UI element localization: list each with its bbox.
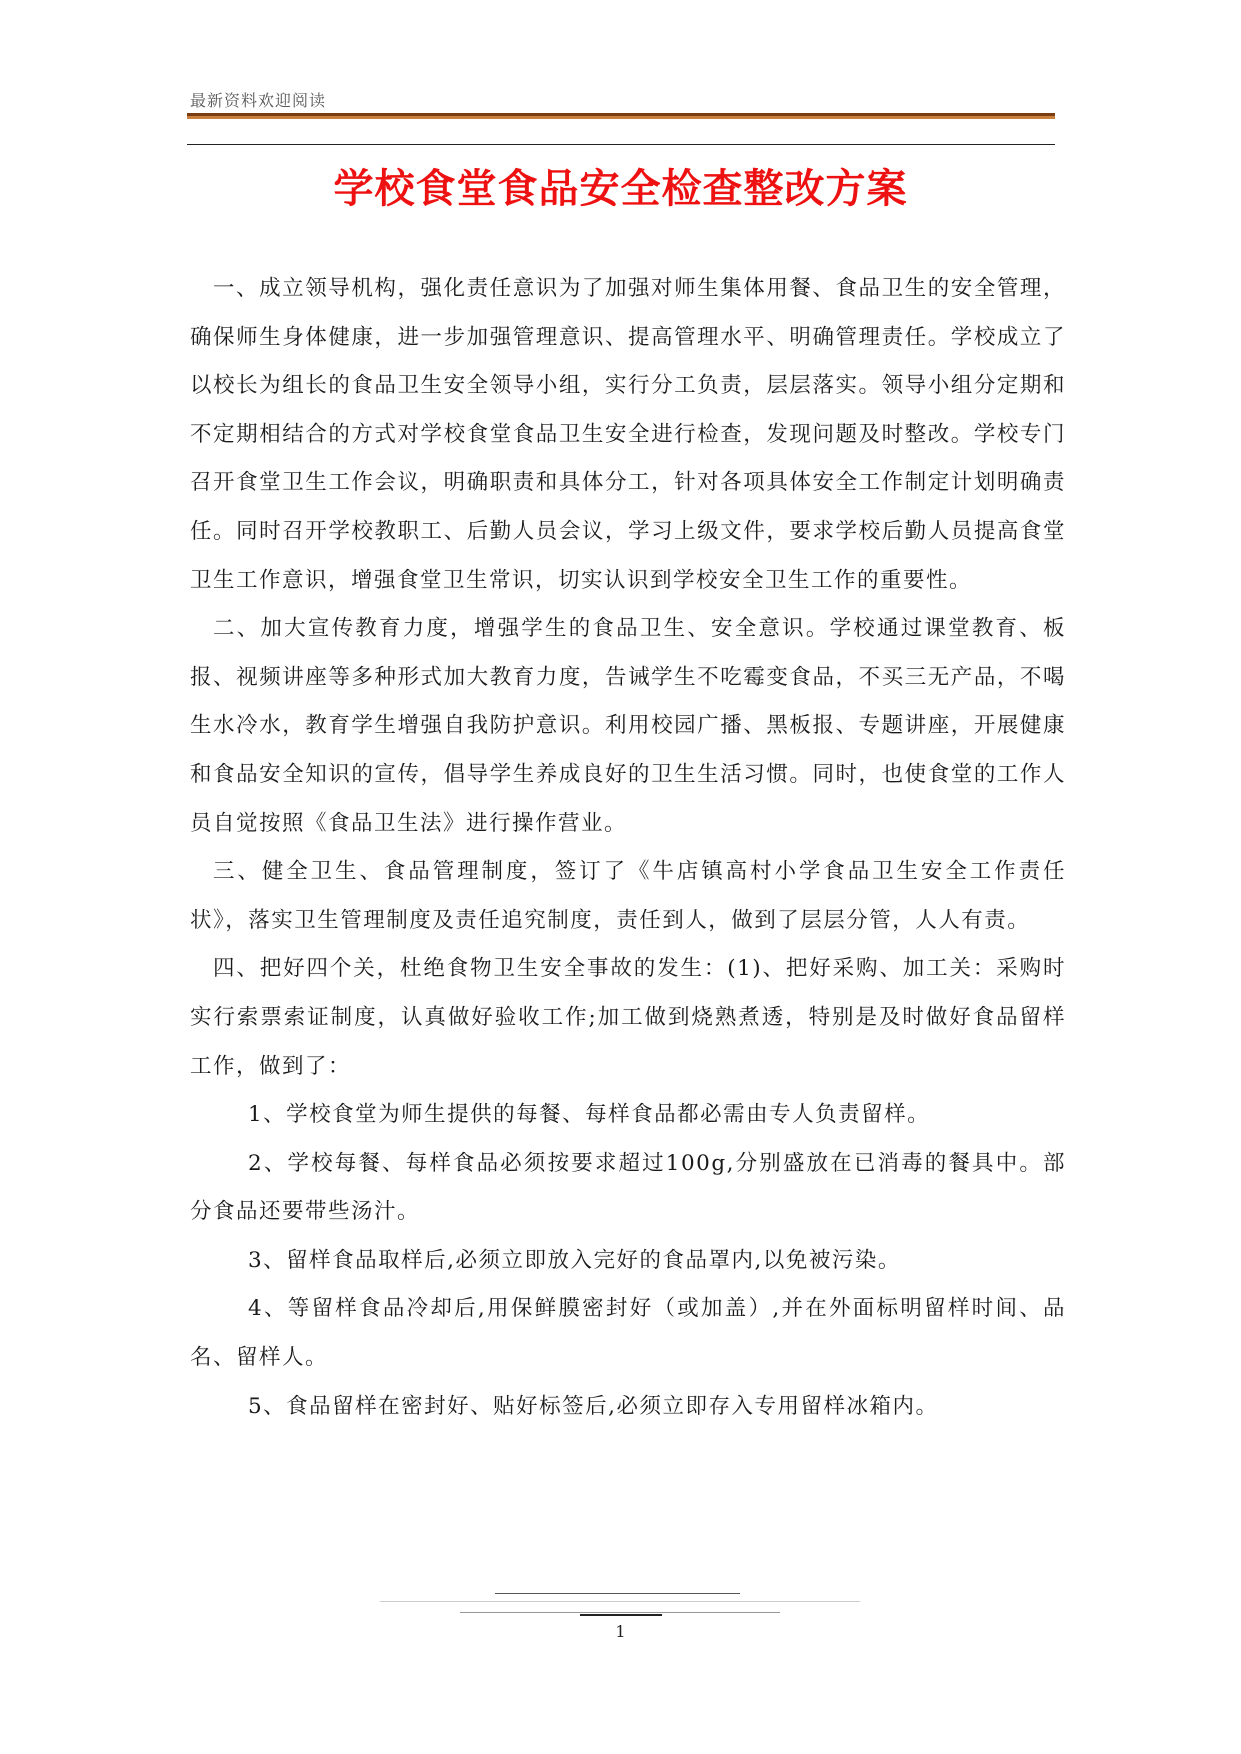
list-item-3: 3、留样食品取样后,必须立即放入完好的食品罩内,以免被污染。 xyxy=(248,1247,901,1273)
paragraph-4: 四、把好四个关，杜绝食物卫生安全事故的发生：(1)、把好采购、加工关：采购时实行索票索证制度，认真做好验收工作;加工做到烧熟煮透，特别是及时做好食品留样工作，做到了： xyxy=(190,956,1066,1079)
list-item-4: 4、等留样食品冷却后,用保鲜膜密封好（或加盖）,并在外面标明留样时间、品名、留样人。 xyxy=(190,1296,1066,1371)
page-number: 1 xyxy=(615,1622,626,1641)
paragraph-3: 三、健全卫生、食品管理制度，签订了《牛店镇高村小学食品卫生安全工作责任状》，落实卫生管理制度及责任追究制度，责任到人，做到了层层分管，人人有责。 xyxy=(190,859,1066,933)
footer-rule xyxy=(460,1612,780,1613)
paragraph-2: 二、加大宣传教育力度，增强学生的食品卫生、安全意识。学校通过课堂教育、板报、视频讲座等多种形式加大教育力度，告诫学生不吃霉变食品，不买三无产品，不喝生水冷水，教育学生增强自我防护意识。利用校园广播、黑板报、专题讲座，开展健康和食品安全知识的宣传，倡导学生养成良好的卫生生活习惯。同时，也使食堂的工作人员自觉按照《食品卫生法》进行操作营业。 xyxy=(190,616,1066,836)
list-item-2: 2、学校每餐、每样食品必须按要求超过100g,分别盛放在已消毒的餐具中。部分食品还要带些汤汁。 xyxy=(190,1150,1066,1225)
document-body xyxy=(190,265,1066,1431)
header-rule-thin xyxy=(187,144,1055,145)
document-title: 学校食堂食品安全检查整改方案 xyxy=(333,166,908,212)
list-item-5: 5、食品留样在密封好、贴好标签后,必须立即存入专用留样冰箱内。 xyxy=(248,1393,939,1419)
paragraph-1: 一、成立领导机构，强化责任意识为了加强对师生集体用餐、食品卫生的安全管理，确保师生身体健康，进一步加强管理意识、提高管理水平、明确管理责任。学校成立了以校长为组长的食品卫生安全领导小组，实行分工负责，层层落实。领导小组分定期和不定期相结合的方式对学校食堂食品卫生安全进行检查，发现问题及时整改。学校专门召开食堂卫生工作会议，明确职责和具体分工，针对各项具体安全工作制定计划明确责任。同时召开学校教职工、后勤人员会议，学习上级文件，要求学校后勤人员提高食堂卫生工作意识，增强食堂卫生常识，切实认识到学校安全卫生工作的重要性。 xyxy=(190,276,1066,593)
header-rule-thick xyxy=(187,113,1055,119)
footer-rule xyxy=(495,1593,740,1594)
footer-rule xyxy=(380,1601,860,1602)
list-item-1: 1、学校食堂为师生提供的每餐、每样食品都必需由专人负责留样。 xyxy=(248,1102,931,1128)
footer-rule xyxy=(580,1614,662,1616)
running-header: 最新资料欢迎阅读 xyxy=(190,91,327,110)
